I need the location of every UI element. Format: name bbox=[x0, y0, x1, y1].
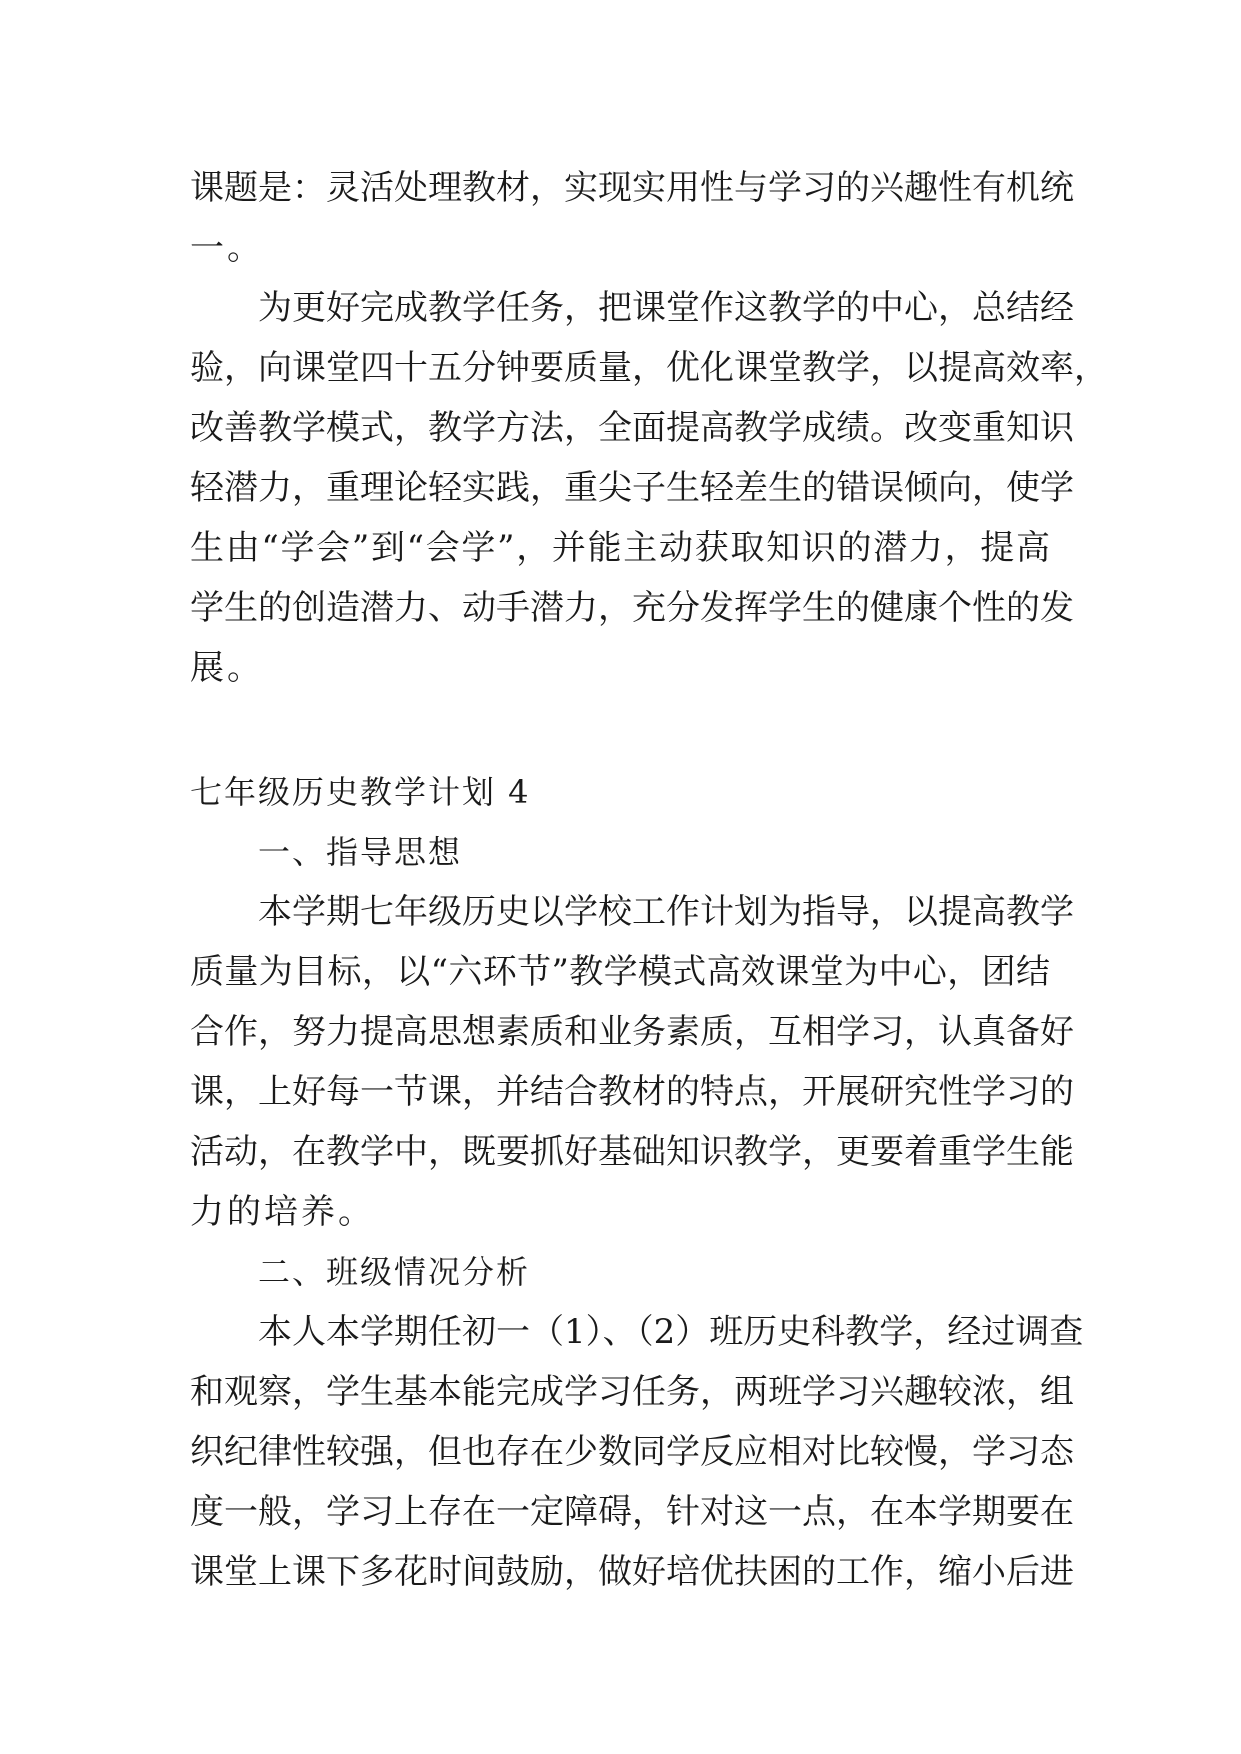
paragraph-line: 一。 bbox=[190, 228, 264, 268]
paragraph-4 bbox=[190, 1302, 1084, 1602]
paragraph-3 bbox=[190, 882, 1074, 1242]
paragraph-line: 轻潜力，重理论轻实践，重尖子生轻差生的错误倾向，使学 bbox=[190, 468, 1074, 508]
paragraph-line: 度一般，学习上存在一定障碍，针对这一点，在本学期要在 bbox=[190, 1492, 1074, 1532]
paragraph-line: 合作，努力提高思想素质和业务素质，互相学习，认真备好 bbox=[190, 1012, 1074, 1052]
paragraph-line: 为更好完成教学任务，把课堂作这教学的中心，总结经 bbox=[258, 288, 1074, 328]
paragraph-line: 质量为目标，以“六环节”教学模式高效课堂为中心，团结 bbox=[190, 952, 1050, 992]
paragraph-line: 改善教学模式，教学方法，全面提高教学成绩。改变重知识 bbox=[190, 408, 1074, 448]
subheading-guiding-ideology: 一、指导思想 bbox=[258, 833, 463, 871]
paragraph-line: 和观察，学生基本能完成学习任务，两班学习兴趣较浓，组 bbox=[190, 1372, 1074, 1412]
subheading-class-analysis: 二、班级情况分析 bbox=[258, 1253, 531, 1291]
paragraph-line: 学生的创造潜力、动手潜力，充分发挥学生的健康个性的发 bbox=[190, 588, 1074, 628]
paragraph-line: 力的培养。 bbox=[190, 1192, 375, 1232]
paragraph-line: 课题是：灵活处理教材，实现实用性与学习的兴趣性有机统 bbox=[190, 168, 1074, 208]
section-spacer bbox=[190, 698, 1050, 762]
section-title: 七年级历史教学计划 4 bbox=[190, 773, 531, 811]
paragraph-1 bbox=[190, 158, 1074, 278]
paragraph-line: 活动，在教学中，既要抓好基础知识教学，更要着重学生能 bbox=[190, 1132, 1074, 1172]
paragraph-line: 生由“学会”到“会学”，并能主动获取知识的潜力，提高 bbox=[190, 528, 1050, 568]
paragraph-line: 织纪律性较强，但也存在少数同学反应相对比较慢，学习态 bbox=[190, 1432, 1074, 1472]
paragraph-2 bbox=[190, 278, 1108, 698]
paragraph-line: 本学期七年级历史以学校工作计划为指导，以提高教学 bbox=[258, 892, 1074, 932]
paragraph-line: 验，向课堂四十五分钟要质量，优化课堂教学，以提高效率， bbox=[190, 348, 1108, 388]
document-body bbox=[190, 158, 1108, 1602]
paragraph-line: 展。 bbox=[190, 648, 264, 688]
paragraph-line: 课堂上课下多花时间鼓励，做好培优扶困的工作，缩小后进 bbox=[190, 1552, 1074, 1592]
paragraph-line: 本人本学期任初一（1）、（2）班历史科教学，经过调查 bbox=[258, 1312, 1084, 1352]
paragraph-line: 课，上好每一节课，并结合教材的特点，开展研究性学习的 bbox=[190, 1072, 1074, 1112]
